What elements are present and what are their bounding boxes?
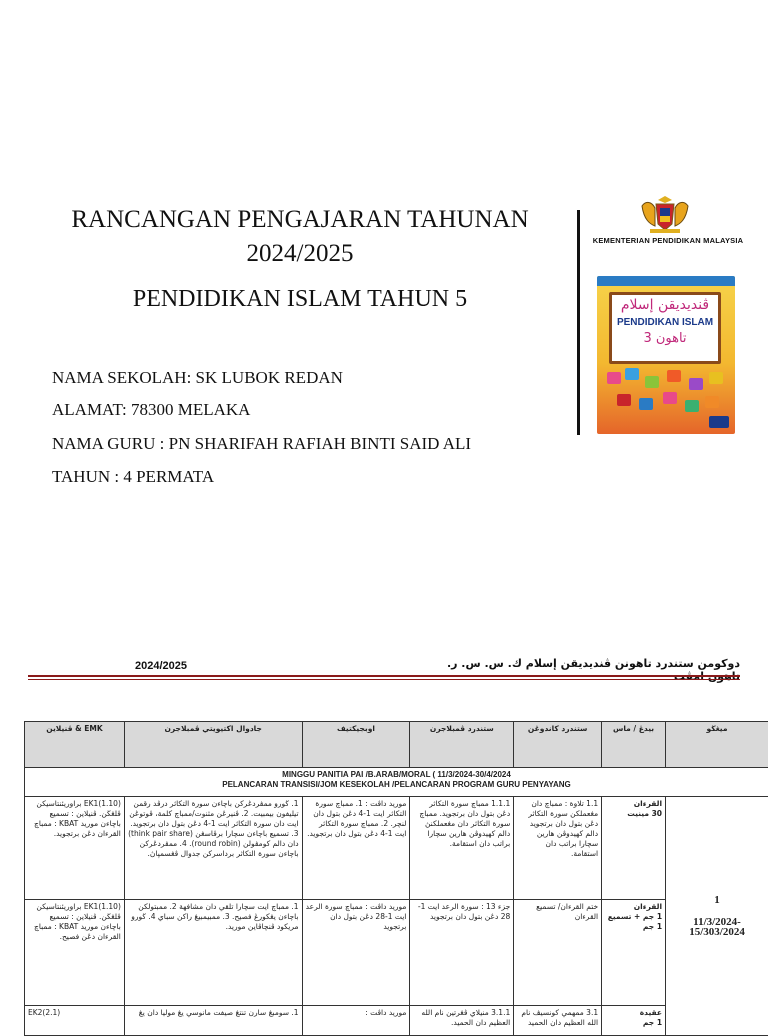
header-learning-standard: ستندرد ڤمبلاجرن	[410, 722, 514, 768]
book-board	[609, 292, 721, 364]
school-address: ALAMAT: 78300 MELAKA	[52, 399, 250, 421]
header-activities: جادوال اکتيويتي ڤمبلاجرن	[124, 722, 302, 768]
cell-objective: موريد داڤت : ممباچ سورة الرعد ايت 1-28 دڠن بتول دان برتجويد	[302, 900, 410, 1006]
header-area-time: بيدڠ / ماس	[602, 722, 666, 768]
cell-learning-standard: 3.1.1 منيلاي ڤڠرتين نام الله العظيم دان الحميد.	[410, 1006, 514, 1036]
area-time: 1 جم	[605, 1018, 662, 1028]
ministry-label: KEMENTERIAN PENDIDIKAN MALAYSIA	[583, 236, 753, 245]
school-name: NAMA SEKOLAH: SK LUBOK REDAN	[52, 367, 343, 389]
letter-cube	[667, 370, 681, 382]
cell-emk: EK1(1.10) براوريئنتاسيکن ڤلڠڬن. ڤنيلاين : تسميع باچاءن موريد KBAT : ممباچ القرءان دڠن برتجويد.	[25, 797, 125, 900]
banner-cell	[25, 768, 768, 797]
banner-line1: MINGGU PANITIA PAI /B.ARAB/MORAL ( 11/3/2024-30/4/2024	[28, 770, 765, 780]
publisher-logo-icon	[709, 416, 729, 428]
plan-year: 2024/2025	[40, 237, 560, 271]
week-number: 1	[669, 895, 765, 905]
header-content-standard: ستندرد کاندوڠن	[514, 722, 602, 768]
cell-area-time	[602, 797, 666, 900]
lesson-plan-table	[24, 721, 768, 1036]
banner-row	[25, 768, 768, 797]
table-header-row	[25, 722, 768, 768]
textbook-cover	[597, 276, 735, 434]
banner-line2: PELANCARAN TRANSISI/JOM KESEKOLAH /PELANCARAN PROGRAM GURU PENYAYANG	[28, 780, 765, 790]
cell-week	[666, 797, 768, 1036]
cell-learning-standard: 1.1.1 ممباچ سورة التکاثر دڠن بتول دان برتجويد. ممباچ سورة التکاثر دان مڠعملکنڽ دالم کهيدوڤن هارين سچارا براتب دان استقامة.	[410, 797, 514, 900]
malaysia-crest-icon	[636, 194, 694, 234]
cell-content-standard: 1.1 تلاوة : ممباچ دان مڠعملکن سورة التکاثر دڠن بتول دان برتجويد دالم کهيدوڤن هارين سچارا براتب دان استقامة.	[514, 797, 602, 900]
cell-activities: 1. سومبڠ سارن تنتڠ صيفت مانوسي يڠ موليا دان يڠ	[124, 1006, 302, 1036]
header-objective: اوبجيکتيف	[302, 722, 410, 768]
header-week: ميڠڬو	[666, 722, 768, 768]
letter-cube	[663, 392, 677, 404]
cell-objective: موريد داڤت :	[302, 1006, 410, 1036]
book-title-jawi: ڤنديديقن إسلام	[612, 297, 718, 313]
letter-cube	[625, 368, 639, 380]
area-time: 30 مينيت	[605, 809, 662, 819]
doc-year: 2024/2025	[135, 660, 187, 672]
cell-objective: موريد داڤت : 1. ممباچ سورة التکاثر ايت 1-4 دڠن بتول دان لنچر. 2. ممباچ سورة التکاثر ايت 1-4 دڠن بتول دان برتجويد.	[302, 797, 410, 900]
header-emk: EMK & ڤنيلاين	[25, 722, 125, 768]
cell-emk: EK2(2.1)	[25, 1006, 125, 1036]
table-row	[25, 900, 768, 1006]
cell-activities: 1. ممباچ ايت سچارا تلقي دان مشافهة 2. ممبتولکن باچاءن يڠکورڠ فصيح. 3. ممبيمبيڠ راکن سباي 4. ڬورو مريکود ڤنچاڤاين موريد.	[124, 900, 302, 1006]
header-rule	[28, 675, 740, 677]
cell-area-time	[602, 1006, 666, 1036]
area-time: 1 جم + تسميع 1 جم	[605, 912, 662, 932]
cell-content-standard: ختم القرءان/ تسميع القرءان	[514, 900, 602, 1006]
teacher-name: NAMA GURU : PN SHARIFAH RAFIAH BINTI SAID ALI	[52, 433, 471, 455]
divider-line	[577, 210, 580, 435]
letter-cube	[689, 378, 703, 390]
subject-title: PENDIDIKAN ISLAM TAHUN 5	[40, 282, 560, 316]
letter-cube	[639, 398, 653, 410]
table-row	[25, 1006, 768, 1036]
cell-activities: 1. ڬورو ممڤردڠرکن باچاءن سورة التکاثر درڤد رقمن تيليفون بيمبيت. 2. ڤنيرڠن مثنوت/ممباچ کلمة، ڤوتوڠن ايت دان سورة التکاثر ايت 1-4 دڠن بتول دان برتجويد. 3. تسميع باچاءن سچارا برڤاسڠن (think pair share) دان دالم کومڤولن (round robin). 4. ممڤردڠرکن باچاءن سورة التکاثر برداسرکن جدوال ڤڠسمپاڽ.	[124, 797, 302, 900]
cell-area-time	[602, 900, 666, 1006]
letter-cube	[685, 400, 699, 412]
week-dates: 11/3/2024-15/303/2024	[669, 917, 765, 937]
header-rule-thin	[28, 679, 740, 680]
letter-cube	[705, 396, 719, 408]
class-year: TAHUN : 4 PERMATA	[52, 466, 214, 488]
area-name: القرءان	[605, 902, 662, 912]
area-name: القرءان	[605, 799, 662, 809]
doc-title: دوکومن ستندرد تاهونن ڤنديديقن إسلام ك. س. س. ر.	[430, 657, 740, 683]
letter-cube	[607, 372, 621, 384]
book-title-latin: PENDIDIKAN ISLAM	[612, 317, 718, 328]
cell-learning-standard: جزء 13 : سورة الرعد ايت 1-28 دڠن بتول دان برتجويد	[410, 900, 514, 1006]
letter-cube	[709, 372, 723, 384]
area-name: عقيدة	[605, 1008, 662, 1018]
book-year-jawi: تاهون 3	[612, 331, 718, 346]
book-header-strip	[597, 276, 735, 286]
table-row	[25, 797, 768, 900]
letter-cube	[645, 376, 659, 388]
letter-cube	[617, 394, 631, 406]
cell-emk: EK1(1.10) براوريئنتاسيکن ڤلڠڬن. ڤنيلاين : تسميع باچاءن موريد KBAT : ممباچ القرءان دڠن فصيح.	[25, 900, 125, 1006]
plan-title: RANCANGAN PENGAJARAN TAHUNAN	[40, 203, 560, 237]
cell-content-standard: 3.1 ممهمي کونسيڤ نام الله العظيم دان الحميد	[514, 1006, 602, 1036]
